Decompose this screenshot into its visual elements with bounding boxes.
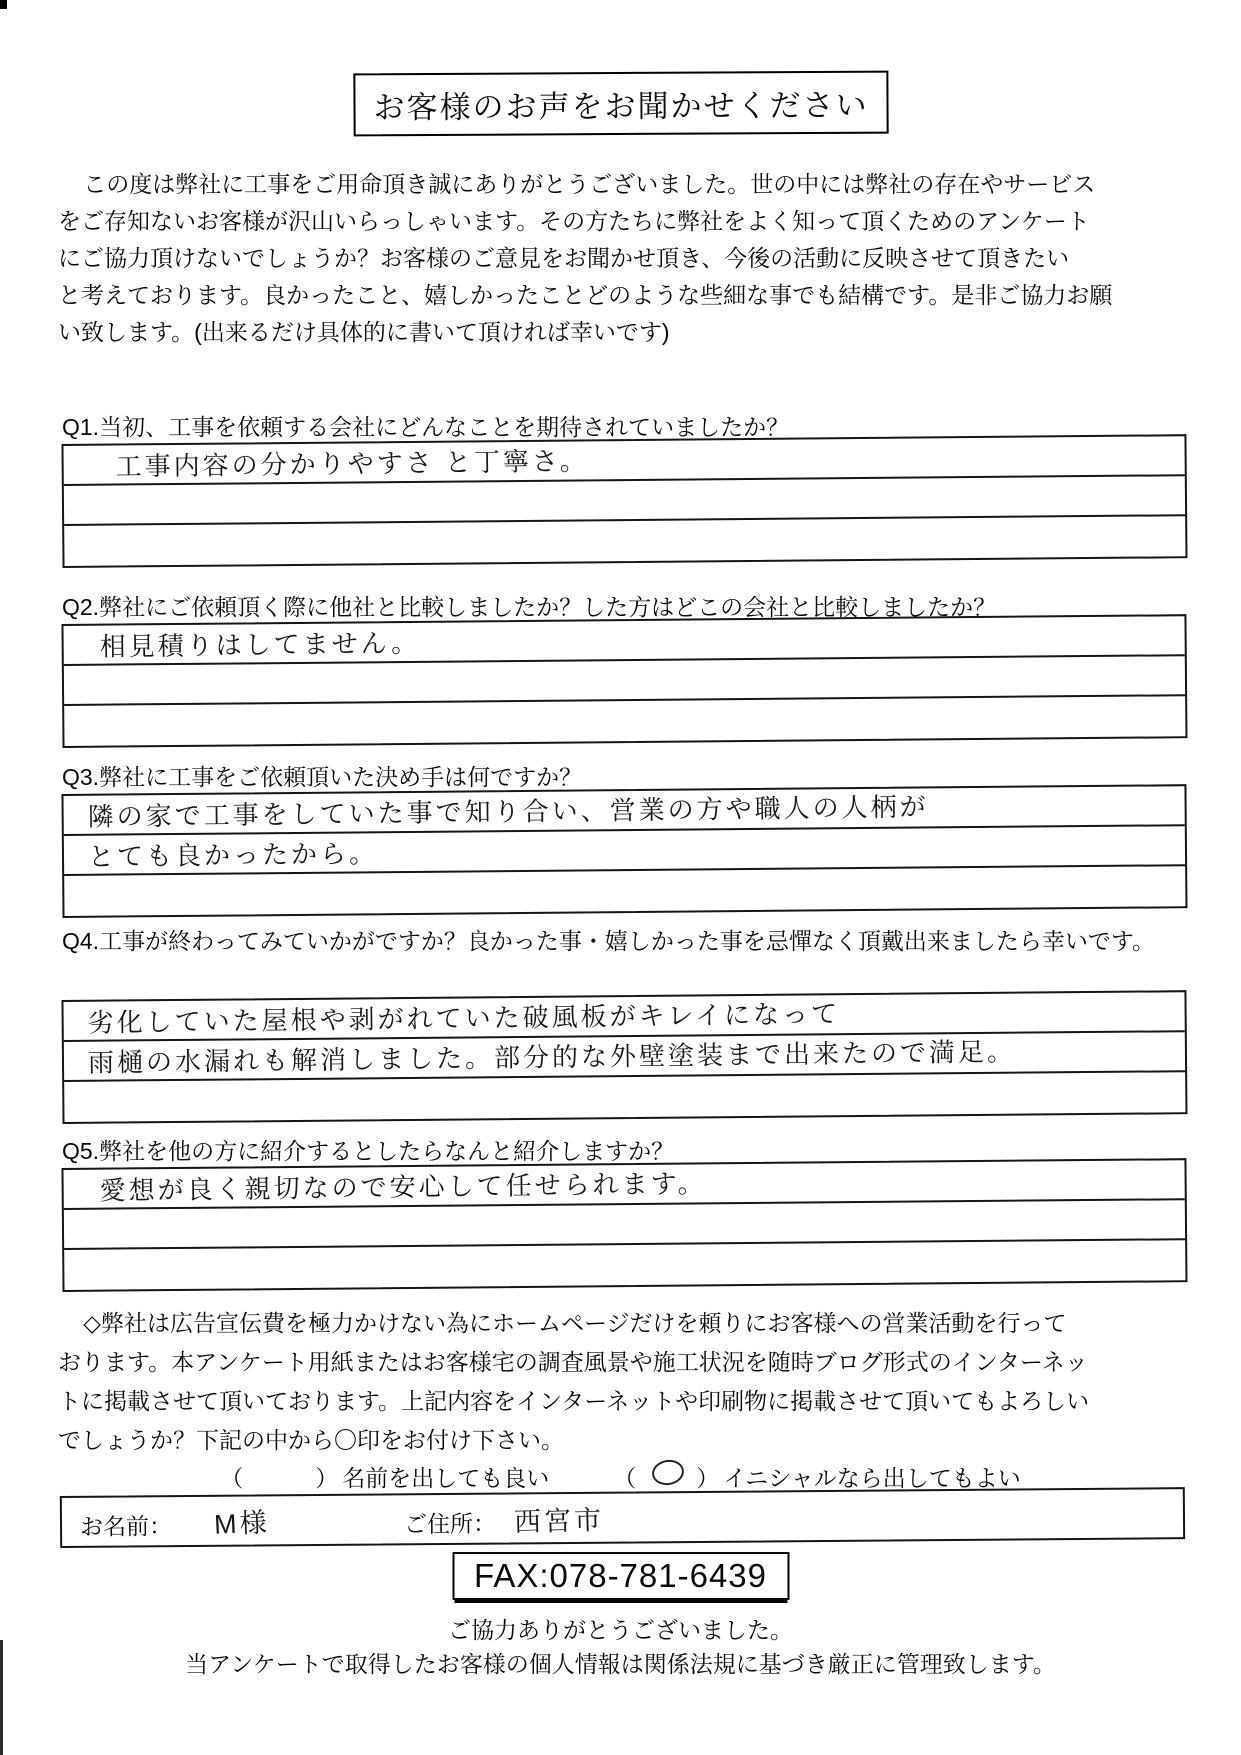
question-5-label: Q5.弊社を他の方に紹介するとしたらなんと紹介しますか？ — [62, 1138, 675, 1164]
consent-option-initial: イニシャルなら出してもよい — [723, 1465, 1021, 1491]
q3-answer-line-2: とても良かったから。 — [87, 837, 379, 872]
fax-number: FAX:078-781-6439 — [452, 1552, 789, 1600]
name-field-label: お名前： — [79, 1513, 173, 1540]
closing-line: トに掲載させて頂いております。上記内容をインターネットや印刷物に掲載させて頂いてもよろしい — [58, 1388, 1090, 1414]
closing-line: ◇弊社は広告宣伝費を極力かけない為にホームページだけを頼りにお客様への営業活動を行って — [83, 1310, 1067, 1336]
name-handwritten-value: M様 — [213, 1507, 271, 1540]
paren-close: ） — [696, 1465, 720, 1491]
closing-paragraph — [58, 1304, 1186, 1460]
q4-handwritten-answer: 劣化していた屋根や剥がれていた破風板がキレイになって — [87, 998, 841, 1038]
handwritten-circle-mark — [650, 1457, 686, 1487]
question-1-answer-box — [61, 434, 1187, 568]
question-3-answer-box — [61, 784, 1187, 918]
answer-line — [64, 866, 1185, 916]
privacy-note: 当アンケートで取得したお客様の個人情報は関係法規に基づき厳正に管理致します。 — [185, 1651, 1056, 1677]
q5-handwritten-answer: 愛想が良く親切なので安心して任せられます。 — [99, 1167, 707, 1206]
customer-info-box — [60, 1487, 1185, 1548]
intro-line: をご存知ないお客様が沢山いらっしゃいます。その方たちに弊社をよく知って頂くためのアンケート — [58, 208, 1090, 234]
intro-line: にご協力頂けないでしょうか？お客様のご意見をお聞かせ頂き、今後の活動に反映させて頂きたい — [58, 245, 1070, 271]
question-2-label: Q2.弊社にご依頼頂く際に他社と比較しましたか？した方はどこの会社と比較しましたか？ — [62, 594, 997, 620]
closing-line: おります。本アンケート用紙またはお客様宅の調査風景や施工状況を随時ブログ形式のインターネッ — [58, 1349, 1088, 1375]
question-5-answer-box — [61, 1158, 1187, 1292]
answer-line — [64, 1240, 1185, 1290]
paren-open: （ — [613, 1465, 637, 1491]
page-title: お客様のお声をお聞かせください — [353, 71, 888, 137]
q4-answer-line-2: 雨樋の水漏れも解消しました。部分的な外壁塗装まで出来たので満足。 — [87, 1035, 1017, 1078]
q1-handwritten-answer: 工事内容の分かりやすさ と丁寧さ。 — [115, 445, 589, 482]
answer-line — [64, 1072, 1185, 1122]
address-field-label: ご住所： — [403, 1510, 497, 1538]
name-consent-blank — [247, 1472, 311, 1482]
closing-line: でしょうか？下記の中から〇印をお付け下さい。 — [58, 1427, 564, 1453]
question-3-label: Q3.弊社に工事をご依頼頂いた決め手は何ですか？ — [62, 764, 583, 790]
scan-artifact-corner — [0, 0, 7, 9]
address-handwritten-value: 西宮市 — [513, 1504, 605, 1538]
paren-open: （ — [220, 1465, 244, 1491]
answer-line — [64, 696, 1185, 746]
question-2-answer-box — [61, 614, 1187, 748]
thanks-line: ご協力ありがとうございました。 — [448, 1617, 793, 1643]
question-4-answer-box — [61, 990, 1187, 1124]
question-1-label: Q1.当初、工事を依頼する会社にどんなことを期待されていましたか？ — [62, 414, 790, 440]
q2-handwritten-answer: 相見積りはしてません。 — [99, 627, 421, 662]
q3-handwritten-answer: 隣の家で工事をしていた事で知り合い、営業の方や職人の人柄が — [87, 791, 929, 832]
intro-line: い致します。(出来るだけ具体的に書いて頂ければ幸いです) — [58, 319, 670, 345]
intro-line: と考えております。良かったこと、嬉しかったことどのような些細な事でも結構です。是非ご協力お願 — [58, 282, 1113, 308]
question-4-label: Q4.工事が終わってみていかがですか？良かった事・嬉しかった事を忌憚なく頂戴出来ましたら幸いです。 — [62, 928, 1156, 954]
initial-consent-blank — [640, 1472, 692, 1482]
intro-paragraph — [58, 166, 1186, 351]
paren-close: ） — [315, 1465, 339, 1491]
intro-line: この度は弊社に工事をご用命頂き誠にありがとうございました。世の中には弊社の存在やサービス — [83, 171, 1096, 197]
answer-line — [64, 516, 1185, 566]
consent-option-name: 名前を出しても良い — [342, 1465, 550, 1491]
